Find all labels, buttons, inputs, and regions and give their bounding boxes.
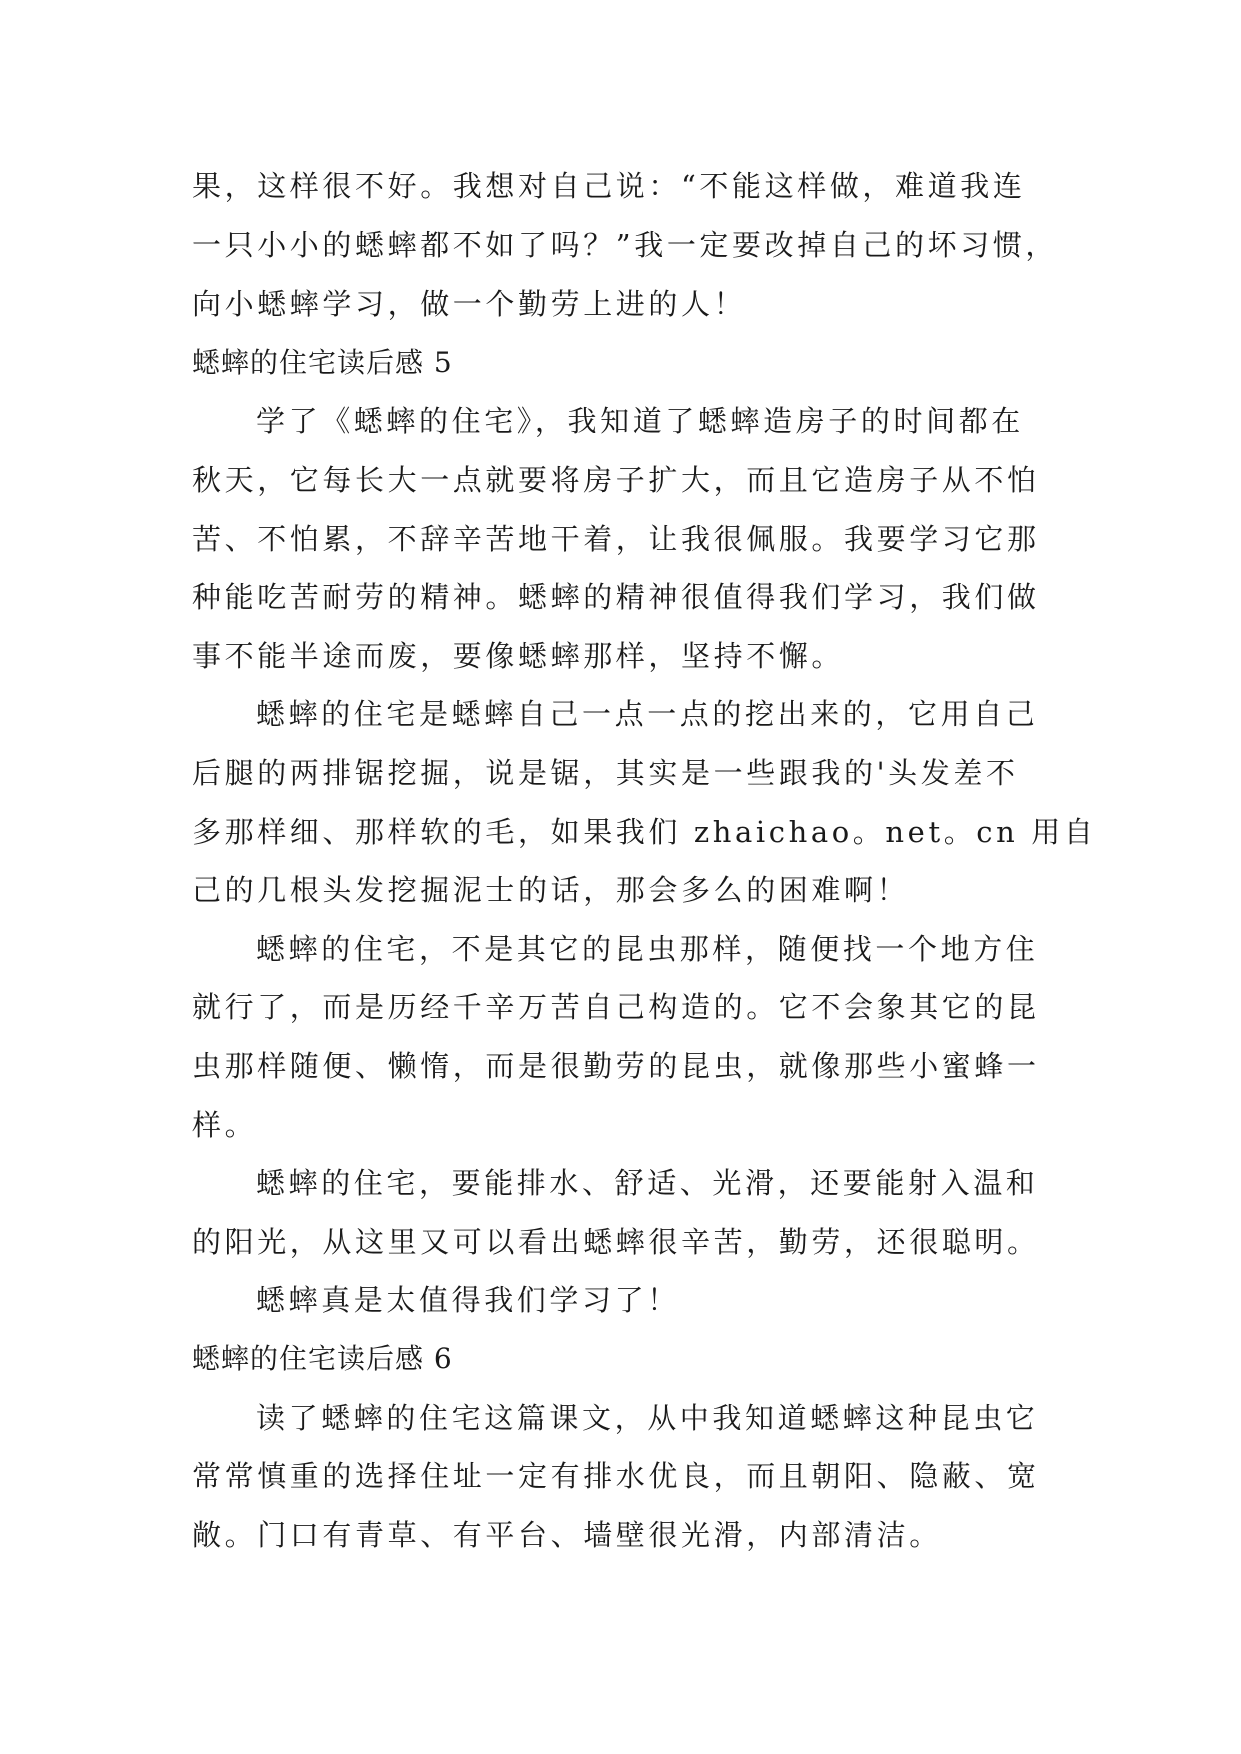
body-text-line: 一只小小的蟋蟀都不如了吗？”我一定要改掉自己的坏习惯，	[192, 228, 1059, 262]
paragraph-first-line: 蟋蟀真是太值得我们学习了！	[256, 1283, 680, 1317]
paragraph-first-line: 蟋蟀的住宅，要能排水、舒适、光滑，还要能射入温和	[256, 1166, 1039, 1200]
body-text-line: 己的几根头发挖掘泥士的话，那会多么的困难啊！	[192, 873, 910, 907]
body-text-line: 就行了，而是历经千辛万苦自己构造的。它不会象其它的昆	[192, 990, 1040, 1024]
body-text-line: 向小蟋蟀学习，做一个勤劳上进的人！	[192, 287, 747, 321]
paragraph-first-line: 蟋蟀的住宅，不是其它的昆虫那样，随便找一个地方住	[256, 932, 1039, 966]
body-text-line: 多那样细、那样软的毛，如果我们 zhaichao。net。cn 用自	[192, 815, 1097, 849]
body-text-line: 后腿的两排锯挖掘，说是锯，其实是一些跟我的'头发差不	[192, 756, 1019, 790]
section-heading-6: 蟋蟀的住宅读后感 6	[192, 1342, 453, 1375]
body-text-line: 事不能半途而废，要像蟋蟀那样，坚持不懈。	[192, 639, 845, 673]
body-text-line: 苦、不怕累，不辞辛苦地干着，让我很佩服。我要学习它那	[192, 522, 1040, 556]
paragraph-first-line: 学了《蟋蟀的住宅》，我知道了蟋蟀造房子的时间都在	[256, 404, 1024, 438]
section-heading-5: 蟋蟀的住宅读后感 5	[192, 346, 453, 379]
body-text-line: 的阳光，从这里又可以看出蟋蟀很辛苦，勤劳，还很聪明。	[192, 1225, 1040, 1259]
body-text-line: 虫那样随便、懒惰，而是很勤劳的昆虫，就像那些小蜜蜂一	[192, 1049, 1040, 1083]
paragraph-first-line: 蟋蟀的住宅是蟋蟀自己一点一点的挖出来的，它用自己	[256, 697, 1039, 731]
body-text-line: 敞。门口有青草、有平台、墙壁很光滑，内部清洁。	[192, 1518, 942, 1552]
body-text-line: 秋天，它每长大一点就要将房子扩大，而且它造房子从不怕	[192, 463, 1040, 497]
body-text-line: 种能吃苦耐劳的精神。蟋蟀的精神很值得我们学习，我们做	[192, 580, 1040, 614]
body-text-line: 果，这样很不好。我想对自己说：“不能这样做，难道我连	[192, 169, 1026, 203]
paragraph-first-line: 读了蟋蟀的住宅这篇课文，从中我知道蟋蟀这种昆虫它	[256, 1401, 1039, 1435]
body-text-line: 样。	[192, 1108, 258, 1142]
body-text-line: 常常慎重的选择住址一定有排水优良，而且朝阳、隐蔽、宽	[192, 1459, 1040, 1493]
